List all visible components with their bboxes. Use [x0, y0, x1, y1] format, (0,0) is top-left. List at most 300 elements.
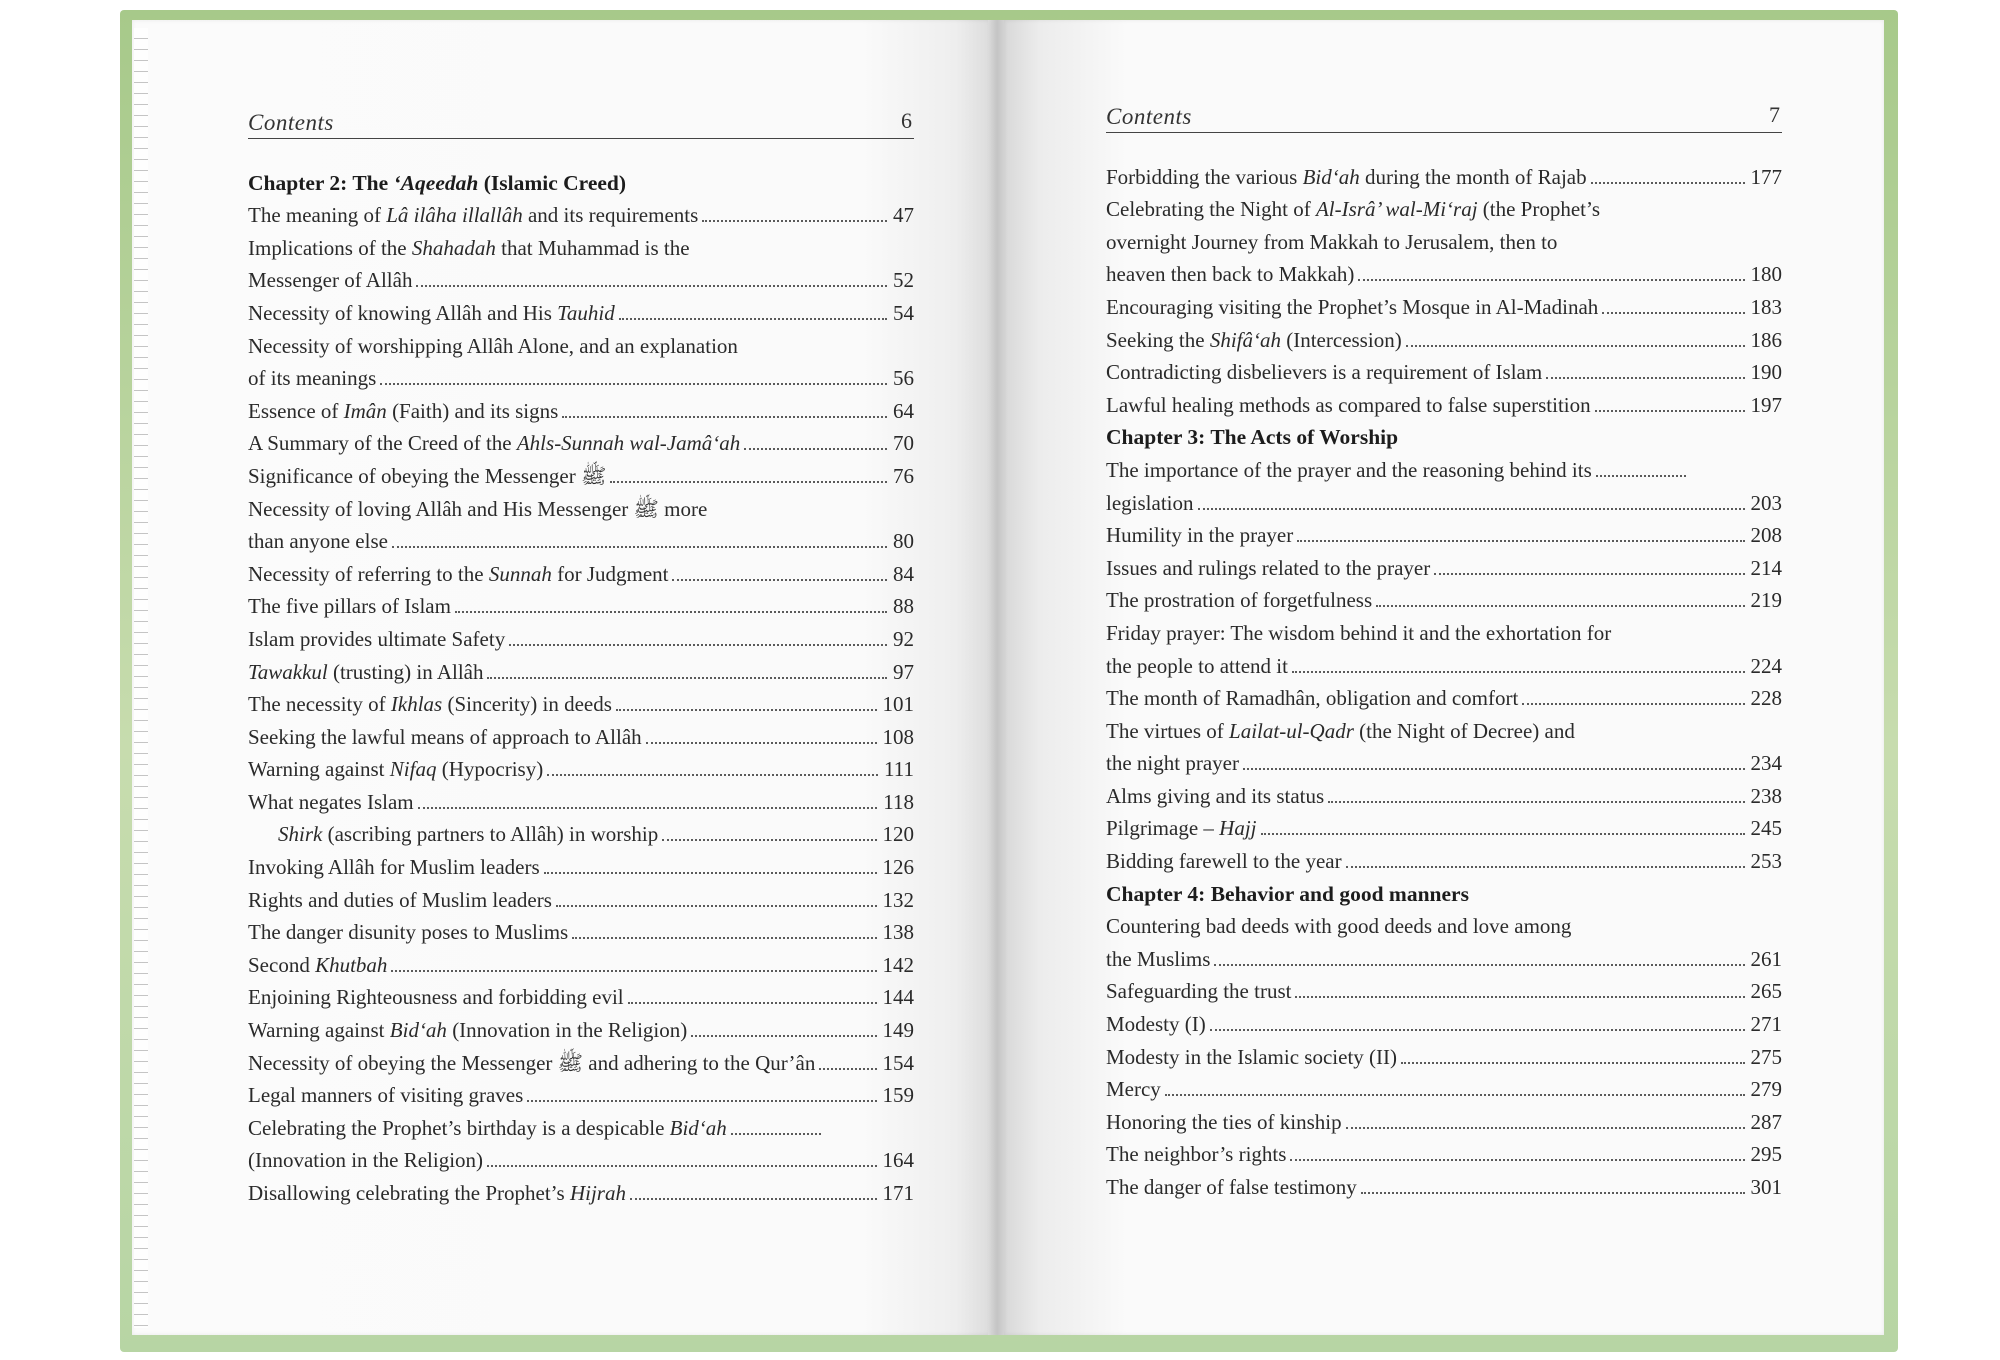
toc-entry [248, 525, 914, 558]
entry-title [1106, 780, 1324, 812]
entry-text: Friday prayer: The wisdom behind it and the exhortation for [1106, 620, 1612, 645]
dot-leader [819, 1068, 876, 1070]
dot-leader [1546, 377, 1744, 379]
entry-title [248, 721, 642, 753]
entry-text: What negates Islam [248, 789, 414, 814]
toc-entry [1106, 1007, 1782, 1040]
toc-entry [1106, 1105, 1782, 1138]
entry-text: Seeking the lawful means of approach to Allâh [248, 724, 642, 749]
page-ref: 92 [893, 626, 914, 651]
dot-leader [1591, 182, 1745, 184]
dot-leader [672, 579, 887, 581]
page-ref: 144 [882, 985, 914, 1010]
italic-term: Bid‘ah [389, 1018, 447, 1043]
entry-text: Chapter 4: Behavior and good manners [1106, 881, 1469, 906]
italic-term: Nifaq [389, 757, 437, 782]
toc-entry [248, 688, 914, 721]
entry-title [1106, 1041, 1397, 1073]
page-ref: 219 [1750, 588, 1782, 613]
toc-entry [1106, 453, 1782, 486]
dot-leader [1261, 833, 1745, 835]
entry-text: Necessity of referring to the [248, 561, 489, 586]
entry-text: Messenger of Allâh [248, 268, 413, 293]
page-number: 7 [1769, 102, 1780, 127]
page-ref: 132 [882, 887, 914, 912]
page-ref: 64 [893, 398, 914, 423]
dot-leader [487, 677, 887, 679]
entry-text: (trusting) in Allâh [327, 659, 484, 684]
entry-title [248, 656, 483, 688]
page-ref: 47 [893, 203, 914, 228]
dot-leader [1358, 279, 1744, 281]
italic-term: Ikhlas [390, 692, 443, 717]
toc-entry [248, 720, 914, 753]
page-ref: 228 [1750, 686, 1782, 711]
entry-text: Bidding farewell to the year [1106, 849, 1342, 874]
entry-text: and its requirements [522, 203, 699, 228]
page-ref: 70 [893, 431, 914, 456]
page-number: 6 [901, 108, 912, 133]
entry-text: Necessity of loving Allâh and His Messenger ﷺ more [248, 496, 708, 521]
entry-text: than anyone else [248, 529, 388, 554]
entry-title [248, 1144, 483, 1176]
italic-term: Shirk [278, 822, 323, 847]
dot-leader [1295, 996, 1744, 998]
toc-entry [1106, 779, 1782, 812]
entry-text: Lawful healing methods as compared to false superstition [1106, 392, 1591, 417]
toc-entry [248, 394, 914, 427]
page-ref: 265 [1750, 979, 1782, 1004]
toc-entry [248, 948, 914, 981]
entry-title [1106, 291, 1598, 323]
entry-text: during the month of Rajab [1359, 164, 1587, 189]
italic-term: Bid‘ah [1302, 164, 1360, 189]
dot-leader [628, 1002, 877, 1004]
entry-title [1106, 226, 1557, 258]
entry-title [1106, 1106, 1342, 1138]
entry-text: (Faith) and its signs [386, 398, 559, 423]
toc-entry [1106, 323, 1782, 356]
page-edges [134, 28, 148, 1328]
entry-text: (Hypocrisy) [436, 757, 544, 782]
entry-text: (Islamic Creed) [478, 170, 627, 195]
entry-text: Warning against [248, 1018, 390, 1043]
toc-entry [1106, 551, 1782, 584]
page-ref: 54 [893, 300, 914, 325]
page-ref: 149 [882, 1018, 914, 1043]
entry-text: Legal manners of visiting graves [248, 1083, 524, 1108]
page-ref: 197 [1750, 392, 1782, 417]
entry-title [248, 330, 738, 362]
toc-entry [1106, 193, 1782, 226]
entry-text: Modesty (I) [1106, 1012, 1206, 1037]
toc-entry [248, 557, 914, 590]
dot-leader [1214, 964, 1744, 966]
dot-leader [630, 1198, 877, 1200]
page-ref: 159 [882, 1083, 914, 1108]
dot-leader [556, 905, 877, 907]
toc-entry [248, 264, 914, 297]
entry-text: Issues and rulings related to the prayer [1106, 555, 1431, 580]
entry-text: (the Night of Decree) and [1353, 718, 1575, 743]
page-ref: 88 [893, 594, 914, 619]
dot-leader [662, 839, 876, 841]
entry-text: the night prayer [1106, 751, 1239, 776]
entry-text: Honoring the ties of kinship [1106, 1109, 1342, 1134]
dot-leader [1602, 312, 1744, 314]
entry-text: Enjoining Righteousness and forbidding evil [248, 985, 624, 1010]
entry-text: (Sincerity) in deeds [442, 692, 612, 717]
italic-term: Hajj [1219, 816, 1257, 841]
italic-term: Al-Isrâ’ wal-Mi‘raj [1315, 197, 1478, 222]
toc-entry [1106, 1138, 1782, 1171]
page-ref: 208 [1750, 523, 1782, 548]
page-ref: 186 [1750, 327, 1782, 352]
entry-text: legislation [1106, 490, 1194, 515]
dot-leader [1346, 1127, 1745, 1129]
dot-leader [702, 220, 887, 222]
entry-title [248, 297, 615, 329]
entry-text: Necessity of obeying the Messenger ﷺ and adhering to the Qur’ân [248, 1050, 816, 1075]
entry-text: Safeguarding the trust [1106, 979, 1292, 1004]
dot-leader [1297, 540, 1744, 542]
dot-leader [1243, 768, 1745, 770]
entry-text: Chapter 3: The Acts of Worship [1106, 425, 1399, 450]
page-ref: 120 [882, 822, 914, 847]
entry-text: the people to attend it [1106, 653, 1288, 678]
entry-title [1106, 1171, 1357, 1203]
italic-term: Khutbah [315, 952, 388, 977]
italic-term: Bid‘ah [669, 1115, 727, 1140]
entry-text: The danger of false testimony [1106, 1175, 1357, 1199]
entry-title [1106, 258, 1354, 290]
entry-text: Celebrating the Night of [1106, 197, 1316, 222]
toc-entry [248, 362, 914, 395]
left-running-head [248, 104, 914, 139]
entry-text: Countering bad deeds with good deeds and love among [1106, 914, 1572, 939]
toc-entry [1106, 682, 1782, 715]
entry-text: Celebrating the Prophet’s birthday is a despicable [248, 1115, 670, 1140]
entry-title [248, 1047, 815, 1079]
toc-entry [248, 590, 914, 623]
dot-leader [392, 546, 887, 548]
entry-text: the Muslims [1106, 946, 1211, 971]
page-ref: 80 [893, 529, 914, 554]
entry-title [1106, 878, 1469, 910]
italic-term: Sunnah [488, 561, 552, 586]
entry-text: Pilgrimage – [1106, 816, 1220, 841]
page-ref: 52 [893, 268, 914, 293]
entry-title [248, 525, 388, 557]
page-ref: 111 [884, 757, 914, 782]
dot-leader [1328, 801, 1744, 803]
italic-term: Hijrah [569, 1181, 626, 1205]
dot-leader [1522, 703, 1744, 705]
toc-entry [1106, 356, 1782, 389]
entry-title [1106, 193, 1600, 225]
toc-entry [1106, 616, 1782, 649]
entry-text: Modesty in the Islamic society (II) [1106, 1044, 1398, 1069]
entry-title [1106, 161, 1587, 193]
page-ref: 142 [882, 952, 914, 977]
entry-text: Warning against [248, 757, 390, 782]
toc-entry [248, 199, 914, 232]
page-ref: 234 [1750, 751, 1782, 776]
dot-leader [416, 285, 887, 287]
entry-title [278, 818, 658, 850]
entry-title [1106, 356, 1542, 388]
entry-title [248, 590, 451, 622]
italic-term: ‘Aqeedah [393, 170, 479, 195]
toc-entry [248, 1079, 914, 1112]
page-ref: 245 [1750, 816, 1782, 841]
entry-title [248, 199, 698, 231]
entry-text: Mercy [1106, 1077, 1161, 1102]
page-ref: 275 [1750, 1044, 1782, 1069]
toc-entry [248, 1046, 914, 1079]
entry-text: overnight Journey from Makkah to Jerusalem, then to [1106, 229, 1558, 254]
toc-entry [248, 753, 914, 786]
dot-leader [487, 1165, 876, 1167]
entry-title [248, 851, 540, 883]
italic-term: Lailat-ul-Qadr [1229, 718, 1354, 743]
entry-title [1106, 454, 1592, 486]
page-ref: 108 [882, 724, 914, 749]
entry-text: Necessity of worshipping Allâh Alone, and an explanation [248, 333, 738, 358]
toc-entry [248, 1013, 914, 1046]
toc-entry [1106, 1040, 1782, 1073]
entry-text: Chapter 2: The [248, 170, 394, 195]
entry-text: The five pillars of Islam [248, 594, 451, 619]
dot-leader [1434, 573, 1744, 575]
page-ref: 118 [883, 789, 914, 814]
page-ref: 214 [1750, 555, 1782, 580]
dot-leader [544, 872, 877, 874]
entry-title [248, 395, 558, 427]
page-ref: 301 [1750, 1175, 1782, 1199]
page-ref: 138 [882, 920, 914, 945]
dot-leader [1290, 1159, 1744, 1161]
entry-text: Necessity of knowing Allâh and His [248, 300, 558, 325]
dot-leader [1376, 605, 1744, 607]
chapter-heading [248, 166, 914, 199]
toc-entry [1106, 486, 1782, 519]
entry-title [248, 949, 387, 981]
dot-leader [616, 709, 877, 711]
entry-title [1106, 552, 1430, 584]
entry-title [1106, 943, 1210, 975]
entry-title [248, 786, 414, 818]
page-ref: 224 [1750, 653, 1782, 678]
entry-text: (the Prophet’s [1477, 197, 1601, 222]
toc-entry [1106, 747, 1782, 780]
entry-title [248, 1079, 523, 1111]
toc-entry [1106, 160, 1782, 193]
entry-title [1106, 650, 1288, 682]
toc-entry [1106, 942, 1782, 975]
entry-title [248, 753, 543, 785]
dot-leader [1210, 1029, 1745, 1031]
dot-leader [691, 1035, 876, 1037]
toc-entry [248, 492, 914, 525]
entry-text: Encouraging visiting the Prophet’s Mosque in Al-Madinah [1106, 294, 1599, 319]
italic-term: Lâ ilâha illallâh [386, 203, 523, 228]
entry-title [248, 167, 626, 199]
entry-text: A Summary of the Creed of the [248, 431, 517, 456]
page-ref: 84 [893, 561, 914, 586]
entry-title [248, 460, 606, 492]
entry-text: (Innovation in the Religion) [248, 1148, 484, 1173]
toc-entry [1106, 812, 1782, 845]
entry-text: Forbidding the various [1106, 164, 1303, 189]
page-ref: 76 [893, 463, 914, 488]
toc-entry [248, 981, 914, 1014]
toc-entry [248, 655, 914, 688]
entry-title [248, 623, 505, 655]
entry-text: that Muhammad is the [495, 235, 690, 260]
toc-entry [248, 459, 914, 492]
dot-leader [572, 937, 876, 939]
running-title: Contents [248, 110, 334, 135]
toc-entry [248, 850, 914, 883]
entry-text: (Innovation in the Religion) [446, 1018, 688, 1043]
entry-title [248, 558, 668, 590]
entry-title [1106, 584, 1372, 616]
entry-title [1106, 715, 1575, 747]
entry-text: (Intercession) [1280, 327, 1402, 352]
entry-text: Seeking the [1106, 327, 1210, 352]
entry-title [248, 1014, 687, 1046]
italic-term: Ahls-Sunnah wal-Jamâ‘ah [516, 431, 741, 456]
page-ref: 183 [1750, 294, 1782, 319]
left-toc [248, 166, 914, 1209]
entry-text: Significance of obeying the Messenger ﷺ [248, 463, 607, 488]
entry-text: Islam provides ultimate Safety [248, 626, 506, 651]
page-ref: 238 [1750, 783, 1782, 808]
page-ref: 171 [882, 1181, 914, 1205]
dot-leader [610, 481, 887, 483]
entry-title [1106, 812, 1257, 844]
dot-leader [1596, 475, 1686, 477]
entry-title [1106, 617, 1611, 649]
chapter-heading [1106, 877, 1782, 910]
entry-text: The virtues of [1106, 718, 1230, 743]
toc-entry [1106, 910, 1782, 943]
toc-entry [248, 1176, 914, 1209]
dot-leader [455, 611, 887, 613]
entry-text: Disallowing celebrating the Prophet’s [248, 1181, 570, 1205]
entry-text: The meaning of [248, 203, 387, 228]
entry-title [248, 264, 412, 296]
page-ref: 287 [1750, 1109, 1782, 1134]
dot-leader [1292, 671, 1745, 673]
entry-text: The month of Ramadhân, obligation and comfort [1106, 686, 1519, 711]
toc-entry [248, 916, 914, 949]
toc-entry [1106, 258, 1782, 291]
toc-entry [248, 785, 914, 818]
italic-term: Shahadah [411, 235, 496, 260]
toc-entry [1106, 225, 1782, 258]
page-ref: 177 [1750, 164, 1782, 189]
toc-entry [1106, 584, 1782, 617]
entry-title [248, 232, 690, 264]
entry-title [1106, 487, 1194, 519]
entry-title [248, 1177, 626, 1209]
entry-title [1106, 519, 1293, 551]
dot-leader [1346, 866, 1745, 868]
entry-title [1106, 421, 1398, 453]
toc-entry [1106, 714, 1782, 747]
entry-text: of its meanings [248, 366, 377, 391]
toc-entry [1106, 1170, 1782, 1203]
page-ref: 203 [1750, 490, 1782, 515]
entry-title [248, 688, 612, 720]
entry-title [1106, 324, 1402, 356]
entry-text: The importance of the prayer and the reasoning behind its [1106, 457, 1592, 482]
toc-entry [248, 1144, 914, 1177]
entry-text: The danger disunity poses to Muslims [248, 920, 569, 945]
dot-leader [380, 383, 887, 385]
entry-title [248, 981, 624, 1013]
entry-text: The prostration of forgetfulness [1106, 588, 1373, 613]
entry-title [1106, 1008, 1206, 1040]
entry-title [1106, 845, 1342, 877]
dot-leader [1595, 410, 1745, 412]
entry-text: Second [248, 952, 316, 977]
page-ref: 101 [882, 692, 914, 717]
dot-leader [527, 1100, 876, 1102]
toc-entry [248, 296, 914, 329]
right-running-head [1106, 98, 1782, 133]
dot-leader [1406, 345, 1745, 347]
entry-title [1106, 389, 1591, 421]
italic-term: Tawakkul [248, 659, 328, 684]
toc-entry [1106, 649, 1782, 682]
toc-entry [248, 427, 914, 460]
entry-text: Rights and duties of Muslim leaders [248, 887, 552, 912]
entry-text: The neighbor’s rights [1106, 1142, 1287, 1167]
page-ref: 154 [882, 1050, 914, 1075]
toc-entry [248, 231, 914, 264]
entry-title [1106, 1073, 1161, 1105]
page-ref: 180 [1750, 262, 1782, 287]
italic-term: Shifâ‘ah [1209, 327, 1281, 352]
entry-text: Implications of the [248, 235, 412, 260]
page-ref: 261 [1750, 946, 1782, 971]
entry-title [1106, 910, 1571, 942]
entry-title [248, 916, 568, 948]
entry-title [248, 884, 552, 916]
italic-term: Imân [343, 398, 387, 423]
page-ref: 295 [1750, 1142, 1782, 1167]
entry-text: heaven then back to Makkah) [1106, 262, 1355, 287]
entry-text: The necessity of [248, 692, 391, 717]
toc-entry [248, 1111, 914, 1144]
entry-text: Alms giving and its status [1106, 783, 1325, 808]
toc-entry [1106, 290, 1782, 323]
dot-leader [509, 644, 887, 646]
entry-title [248, 362, 376, 394]
toc-entry [248, 883, 914, 916]
toc-entry [1106, 1073, 1782, 1106]
page-ref: 253 [1750, 849, 1782, 874]
toc-entry [1106, 519, 1782, 552]
entry-text: Contradicting disbelievers is a requirement of Islam [1106, 360, 1543, 385]
chapter-heading [1106, 421, 1782, 454]
entry-title [248, 1112, 727, 1144]
entry-text: (ascribing partners to Allâh) in worship [322, 822, 659, 847]
entry-text: Humility in the prayer [1106, 523, 1294, 548]
